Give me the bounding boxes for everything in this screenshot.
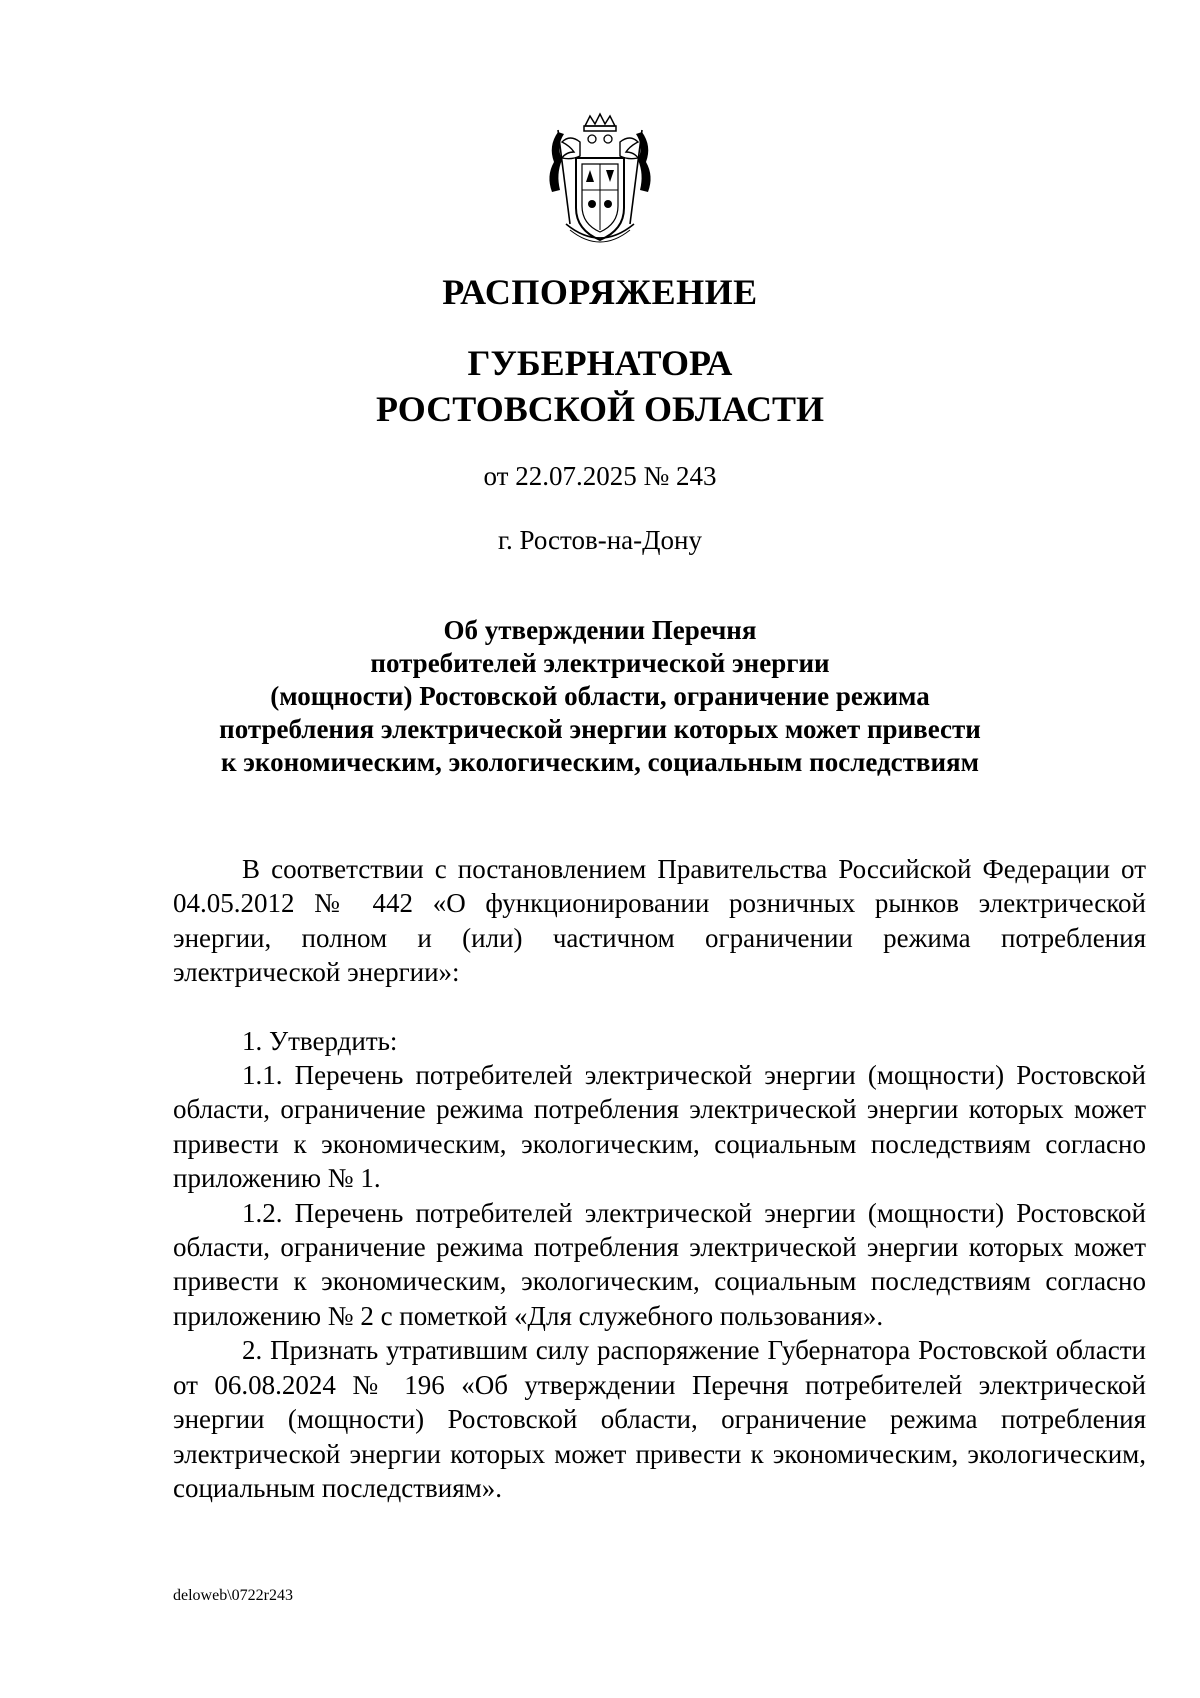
document-type-title: РАСПОРЯЖЕНИЕ xyxy=(442,272,758,312)
subject-line: потребления электрической энергии которых может привести xyxy=(219,714,981,744)
subject-line: Об утверждении Перечня xyxy=(443,615,757,645)
subject-line: потребителей электрической энергии xyxy=(370,648,830,678)
preamble-paragraph: В соответствии с постановлением Правительства Российской Федерации от 04.05.2012 № 442 «О функционировании розничных рынков электрической энергии, полном и (или) частичном ограничении режима потребления электрической энергии»: xyxy=(173,854,1146,988)
coat-of-arms-icon xyxy=(540,112,660,252)
issuing-authority xyxy=(0,340,1200,432)
clause-1: 1. Утвердить: xyxy=(242,1025,398,1056)
document-subject xyxy=(0,614,1200,779)
document-body xyxy=(173,852,1146,1505)
document-date-number: от 22.07.2025 № 243 xyxy=(483,461,717,491)
clause-1-1: 1.1. Перечень потребителей электрической энергии (мощности) Ростовской области, ограничение режима потребления электрической энергии которых может привести к экономическим, экологическим, социальным последствиям согласно приложению № 1. xyxy=(173,1060,1146,1194)
authority-line-2: РОСТОВСКОЙ ОБЛАСТИ xyxy=(376,389,824,429)
authority-line-1: ГУБЕРНАТОРА xyxy=(467,343,733,383)
document-city: г. Ростов-на-Дону xyxy=(497,525,702,555)
subject-line: (мощности) Ростовской области, ограничение режима xyxy=(270,681,930,711)
clause-1-2: 1.2. Перечень потребителей электрической энергии (мощности) Ростовской области, ограничение режима потребления электрической энергии которых может привести к экономическим, экологическим, социальным последствиям согласно приложению № 2 с пометкой «Для служебного пользования». xyxy=(173,1197,1146,1331)
paragraph-gap xyxy=(173,990,1146,1024)
footer-file-code: deloweb\0722r243 xyxy=(173,1587,293,1604)
subject-line: к экономическим, экологическим, социальным последствиям xyxy=(220,747,980,777)
clause-2: 2. Признать утратившим силу распоряжение Губернатора Ростовской области от 06.08.2024 № 196 «Об утверждении Перечня потребителей электрической энергии (мощности) Ростовской области, ограничение режима потребления электрической энергии которых может привести к экономическим, экологическим, социальным последствиям». xyxy=(173,1335,1146,1503)
